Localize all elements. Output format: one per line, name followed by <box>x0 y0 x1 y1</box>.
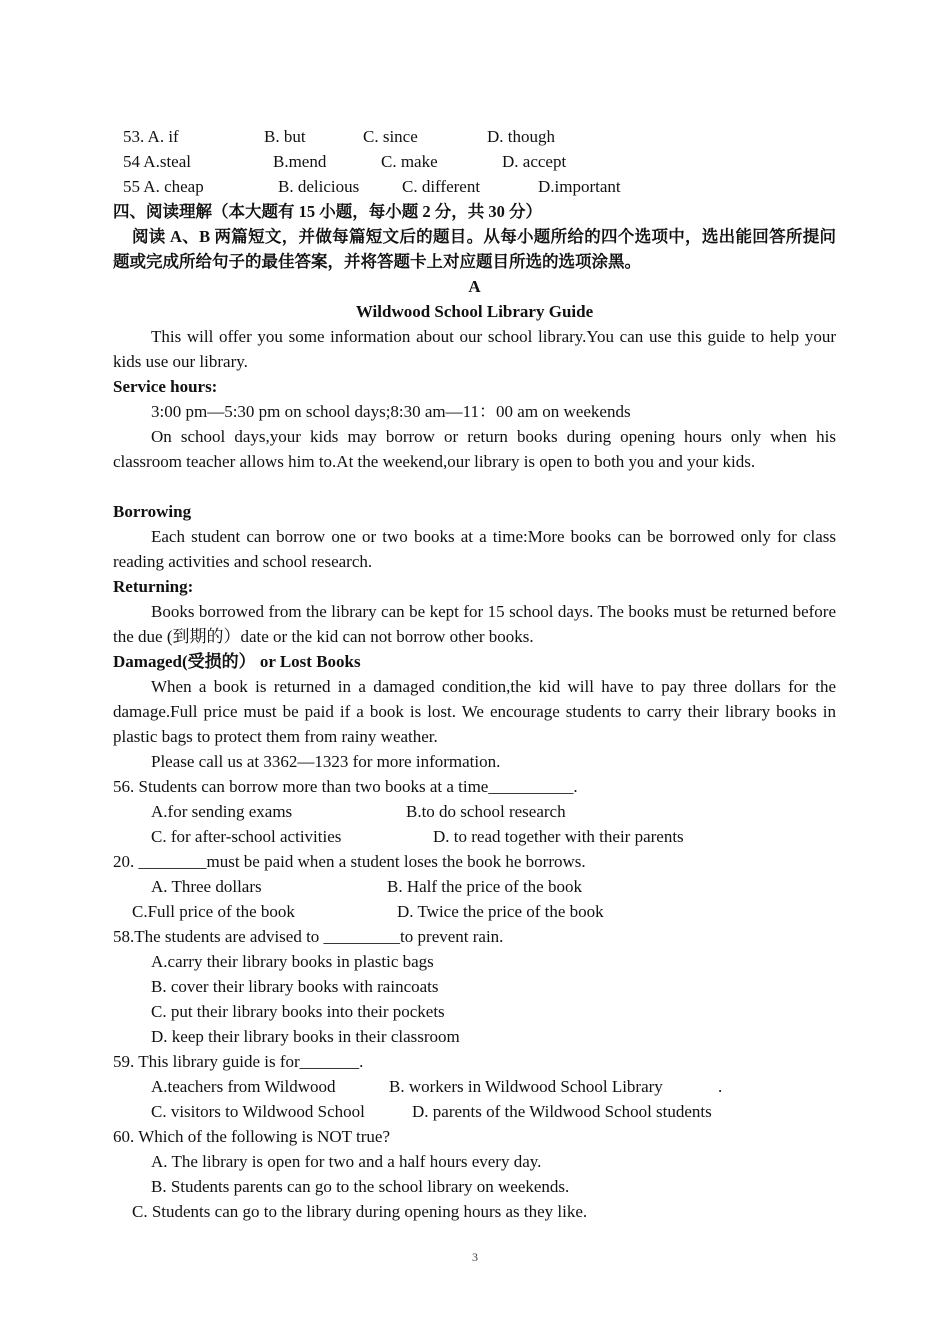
question-54-option-c: C. make <box>381 152 438 171</box>
damaged-heading: Damaged(受损的） or Lost Books <box>113 652 361 671</box>
question-60-option-b: B. Students parents can go to the school library on weekends. <box>151 1177 570 1196</box>
question-56-option-a: A.for sending exams <box>151 802 293 821</box>
question-57-option-d: D. Twice the price of the book <box>397 902 604 921</box>
question-56-option-b: B.to do school research <box>406 802 566 821</box>
question-57-option-a: A. Three dollars <box>151 877 262 896</box>
question-59-option-b-tail: . <box>718 1077 723 1096</box>
service-hours-heading: Service hours: <box>113 377 218 396</box>
question-59-option-c: C. visitors to Wildwood School <box>151 1102 365 1121</box>
question-60-option-a: A. The library is open for two and a half hours every day. <box>151 1152 542 1171</box>
question-58-option-d: D. keep their library books in their classroom <box>151 1027 460 1046</box>
borrowing-text: Each student can borrow one or two books at a time:More books can be borrowed only for class reading activities and school research. <box>113 527 836 571</box>
question-55-option-b: B. delicious <box>278 177 360 196</box>
question-57-option-b: B. Half the price of the book <box>387 877 582 896</box>
question-60-option-c: C. Students can go to the library during opening hours as they like. <box>132 1202 588 1221</box>
question-59-stem: 59. This library guide is for_______. <box>113 1052 364 1071</box>
question-58-option-c: C. put their library books into their pockets <box>151 1002 445 1021</box>
question-55-option-a: 55 A. cheap <box>123 177 204 196</box>
question-56-option-d: D. to read together with their parents <box>433 827 684 846</box>
question-59-option-b: B. workers in Wildwood School Library <box>389 1077 663 1096</box>
page-number: 3 <box>472 1250 478 1264</box>
question-54-option-b: B.mend <box>273 152 327 171</box>
borrowing-heading: Borrowing <box>113 502 192 521</box>
question-53-option-c: C. since <box>363 127 418 146</box>
damaged-text: When a book is returned in a damaged condition,the kid will have to pay three dollars for the damage.Full price must be paid if a book is lost. We encourage students to carry their library books in plastic bags to protect them from rainy weather. <box>113 677 836 746</box>
passage-letter: A <box>468 277 481 296</box>
question-53-option-a: 53. A. if <box>123 127 179 146</box>
question-59-option-d: D. parents of the Wildwood School students <box>412 1102 712 1121</box>
passage-intro: This will offer you some information about our school library.You can use this guide to help your kids use our library. <box>113 327 836 371</box>
section-instruction: 阅读 A、B 两篇短文，并做每篇短文后的题目。从每小题所给的四个选项中，选出能回答所提问题或完成所给句子的最佳答案，并将答题卡上对应题目所选的选项涂黑。 <box>113 227 836 271</box>
question-53-option-b: B. but <box>264 127 306 146</box>
question-58-option-b: B. cover their library books with raincoats <box>151 977 439 996</box>
question-59-option-a: A.teachers from Wildwood <box>151 1077 336 1096</box>
service-hours-times: 3:00 pm—5:30 pm on school days;8:30 am—11：00 am on weekends <box>151 402 631 421</box>
question-55-option-d: D.important <box>538 177 621 196</box>
question-57-option-c: C.Full price of the book <box>132 902 295 921</box>
contact-info: Please call us at 3362—1323 for more information. <box>151 752 501 771</box>
returning-heading: Returning: <box>113 577 194 596</box>
question-58-stem: 58.The students are advised to _________to prevent rain. <box>113 927 504 946</box>
question-53-option-d: D. though <box>487 127 555 146</box>
question-58-option-a: A.carry their library books in plastic bags <box>151 952 434 971</box>
question-55-option-c: C. different <box>402 177 481 196</box>
question-54-option-d: D. accept <box>502 152 567 171</box>
question-57-stem: 20. ________must be paid when a student loses the book he borrows. <box>113 852 586 871</box>
question-60-stem: 60. Which of the following is NOT true? <box>113 1127 390 1146</box>
returning-text: Books borrowed from the library can be kept for 15 school days. The books must be returned before the due (到期的）date or the kid can not borrow other books. <box>113 602 836 646</box>
question-56-option-c: C. for after-school activities <box>151 827 342 846</box>
section-heading: 四、阅读理解（本大题有 15 小题，每小题 2 分，共 30 分） <box>113 202 542 221</box>
question-54-option-a: 54 A.steal <box>123 152 191 171</box>
question-56-stem: 56. Students can borrow more than two books at a time__________. <box>113 777 578 796</box>
passage-title: Wildwood School Library Guide <box>355 302 594 321</box>
service-hours-text: On school days,your kids may borrow or return books during opening hours only when his classroom teacher allows him to.At the weekend,our library is open to both you and your kids. <box>113 427 836 471</box>
